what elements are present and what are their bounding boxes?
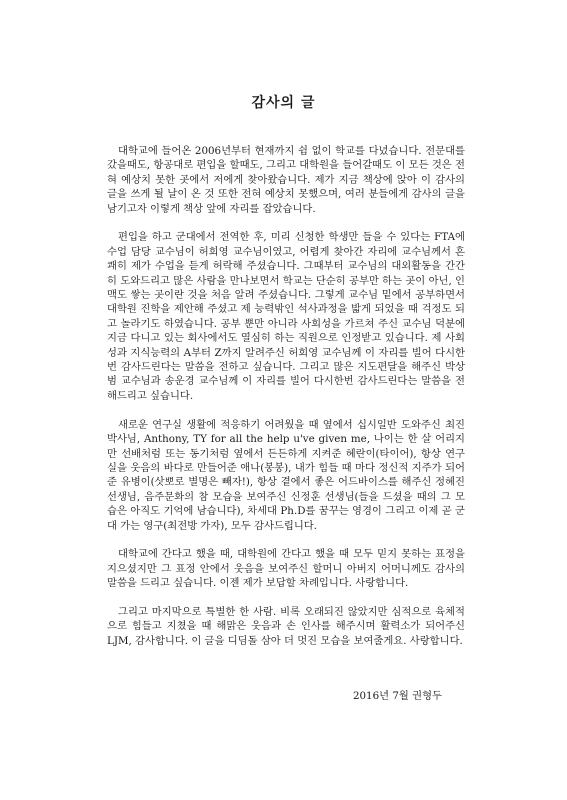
document-title: 감사의 글 <box>251 95 316 111</box>
paragraph: 편입을 하고 군대에서 전역한 후, 미리 신청한 학생만 들을 수 있다는 FTA에 수업 담당 교수님이 허희영 교수님이였고, 어렵게 찾아간 자리에 교수님께서 흔쾌히 제가 수업을 듣게 허락해 주셨습니다. 그때부터 교수님의 대외활동을 간간히 도와드리고 많은 사람을 만나보면서 학교는 단순히 공부만 하는 곳이 아닌, 인맥도 쌓는 곳이란 것을 처음 알려 주셨습니다. 그렇게 교수님 밑에서 공부하면서 대학원 진학을 제안해 주셨고 제 능력밖인 석사과정을 밟게 되었을 때 걱정도 되고 놀라기도 하였습니다. 공부 뿐만 아니라 사회성을 가르쳐 주신 교수님 덕분에 지금 다니고 있는 회사에서도 열심히 하는 직원으로 인정받고 있습니다. 제 사회성과 지식능력의 A부터 Z까지 알려주신 허희영 교수님께 이 자리를 빌어 다시한번 감사드린다는 말씀을 전하고 싶습니다. 그리고 많은 지도편달을 해주신 박상범 교수님과 송운경 교수님께 이 자리를 빌어 다시한번 감사드린다는 말씀을 전해드리고 싶습니다. <box>107 231 465 402</box>
document-body <box>107 144 465 663</box>
signature-line: 2016년 7월 권형두 <box>352 690 442 702</box>
paragraph: 대학교에 들어온 2006년부터 현재까지 쉼 없이 학교를 다녔습니다. 전문대를 갔을때도, 항공대로 편입을 할때도, 그리고 대학원을 들어갈때도 이 모든 것은 전혀 예상치 못한 곳에서 저에게 찾아왔습니다. 제가 지금 책상에 앉아 이 감사의 글을 쓰게 될 날이 온 것 또한 전혀 예상치 못했으며, 여러 분들에게 감사의 글을 남기고자 이렇게 책상 앞에 자리를 잡았습니다. <box>107 145 465 215</box>
paragraph: 대학교에 간다고 했을 때, 대학원에 간다고 했을 때 모두 믿지 못하는 표정을 지으셨지만 그 표정 안에서 웃음을 보여주신 할머니 아버지 어머니께도 감사의 말씀을 드리고 싶습니다. 이젠 제가 보답할 차례입니다. 사랑합니다. <box>107 548 465 590</box>
paragraph: 새로운 연구실 생활에 적응하기 어려웠을 때 옆에서 십시일반 도와주신 최진 박사님, Anthony, TY for all the help u've given me, 나이는 한 살 어리지만 선배처럼 또는 동기처럼 옆에서 든든하게 지켜준 혜란이(타이어), 항상 연구실을 웃음의 바다로 만들어준 애나(봉봉), 내가 힘들 때 마다 정신적 지주가 되어준 유병이(삿뽀로 별명은 빼자!), 항상 곁에서 좋은 어드바이스를 해주신 정혜진 선생님, 음주문화의 참 모습을 보여주신 신정훈 선생님(들을 드셨을 때의 그 모습은 아직도 기억에 남습니다), 차세대 Ph.D를 꿈꾸는 영경이 그리고 이제 곧 군대 가는 영구(최전방 가자), 모두 감사드립니다. <box>107 418 465 532</box>
paragraph: 그리고 마지막으로 특별한 한 사람. 비록 오래되진 않았지만 심적으로 육체적으로 힘들고 지쳤을 때 해맑은 웃음과 손 인사를 해주시며 활력소가 되어주신 LJM, 감사합니다. 이 글을 디딤돌 삼아 더 멋진 모습을 보여줄게요. 사랑합니다. <box>107 605 465 647</box>
